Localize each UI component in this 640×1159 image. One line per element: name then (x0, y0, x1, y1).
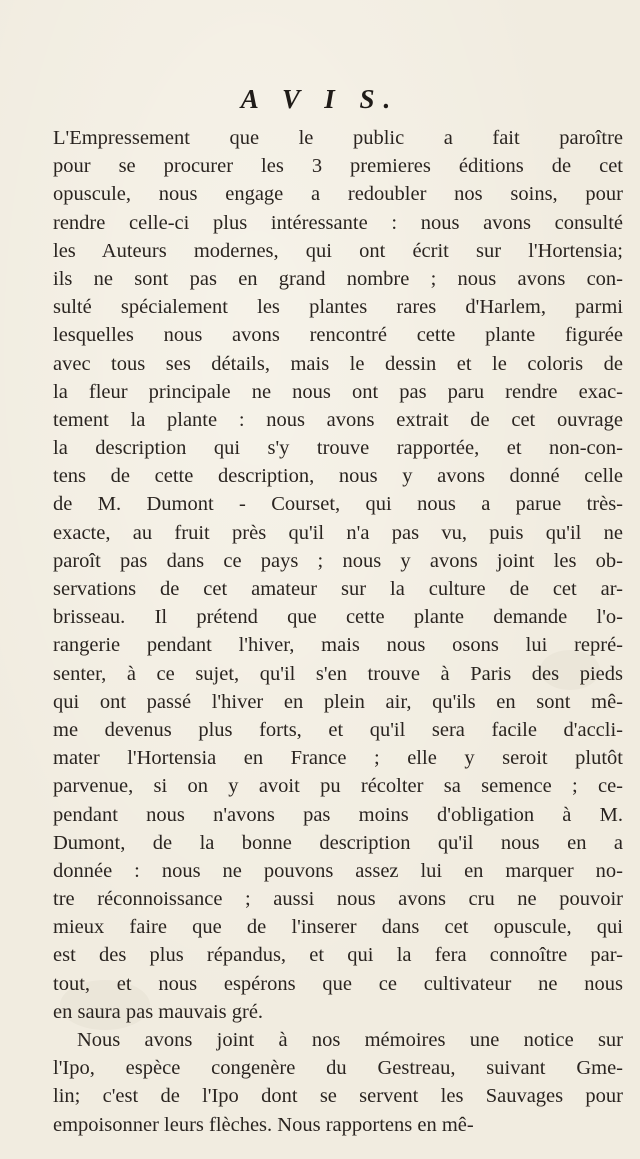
text-line: paroît pas dans ce pays ; nous y avons joint les ob- (53, 549, 623, 572)
text-line: brisseau. Il prétend que cette plante demande l'o- (53, 606, 623, 629)
text-line: L'Empressement que le public a fait paroître (53, 127, 623, 149)
text-line: mieux faire que de l'inserer dans cet opuscule, qui (53, 916, 623, 939)
text-line: senter, à ce sujet, qu'il s'en trouve à Paris des pieds (53, 662, 623, 685)
text-line: de M. Dumont - Courset, qui nous a parue très- (53, 493, 623, 516)
text-line: parvenue, si on y avoit pu récolter sa semence ; ce- (53, 775, 623, 798)
text-line: Dumont, de la bonne description qu'il nous en a (53, 831, 623, 854)
text-line: me devenus plus forts, et qu'il sera facile d'accli- (53, 718, 623, 741)
body-text (53, 124, 623, 1139)
text-line: exacte, au fruit près qu'il n'a pas vu, puis qu'il ne (53, 521, 623, 544)
text-line: la fleur principale ne nous ont pas paru rendre exac- (53, 380, 623, 403)
text-line: rendre celle-ci plus intéressante : nous avons consulté (53, 211, 623, 234)
text-line: opuscule, nous engage a redoubler nos soins, pour (53, 183, 623, 206)
text-line: avec tous ses détails, mais le dessin et le coloris de (53, 352, 623, 375)
text-line: est des plus répandus, et qui la fera connoître par- (53, 944, 623, 967)
text-line: pendant nous n'avons pas moins d'obligation à M. (53, 803, 623, 826)
text-line: qui ont passé l'hiver en plein air, qu'ils en sont mê- (53, 690, 623, 713)
text-line: tout, et nous espérons que ce cultivateur ne nous (53, 972, 623, 995)
paragraph-2 (53, 1026, 623, 1139)
text-line: Nous avons joint à nos mémoires une notice sur (77, 1029, 623, 1051)
text-line: lesquelles nous avons rencontré cette plante figurée (53, 324, 623, 347)
text-line: pour se procurer les 3 premieres éditions de cet (53, 155, 623, 178)
text-line: donnée : nous ne pouvons assez lui en marquer no- (53, 859, 623, 882)
text-line: rangerie pendant l'hiver, mais nous osons lui repré- (53, 634, 623, 657)
text-line: en saura pas mauvais gré. (53, 1000, 264, 1023)
text-line: tement la plante : nous avons extrait de cet ouvrage (53, 408, 623, 431)
text-line: ils ne sont pas en grand nombre ; nous avons con- (53, 267, 623, 290)
text-line: lin; c'est de l'Ipo dont se servent les Sauvages pour (53, 1085, 623, 1108)
text-line: tens de cette description, nous y avons donné celle (53, 465, 623, 488)
paragraph-1 (53, 124, 623, 1026)
text-line: servations de cet amateur sur la culture de cet ar- (53, 578, 623, 600)
text-line: les Auteurs modernes, qui ont écrit sur l'Hortensia; (53, 239, 623, 262)
text-line: sulté spécialement les plantes rares d'Harlem, parmi (53, 296, 623, 319)
page-heading: A V I S. (240, 84, 400, 114)
text-line: la description qui s'y trouve rapportée, et non-con- (53, 437, 623, 460)
text-line: tre réconnoissance ; aussi nous avons cru ne pouvoir (53, 888, 623, 911)
text-line: empoisonner leurs flèches. Nous rapportens en mê- (53, 1113, 474, 1136)
text-line: mater l'Hortensia en France ; elle y seroit plutôt (53, 747, 623, 770)
text-line: l'Ipo, espèce congenère du Gestreau, suivant Gme- (53, 1057, 623, 1080)
